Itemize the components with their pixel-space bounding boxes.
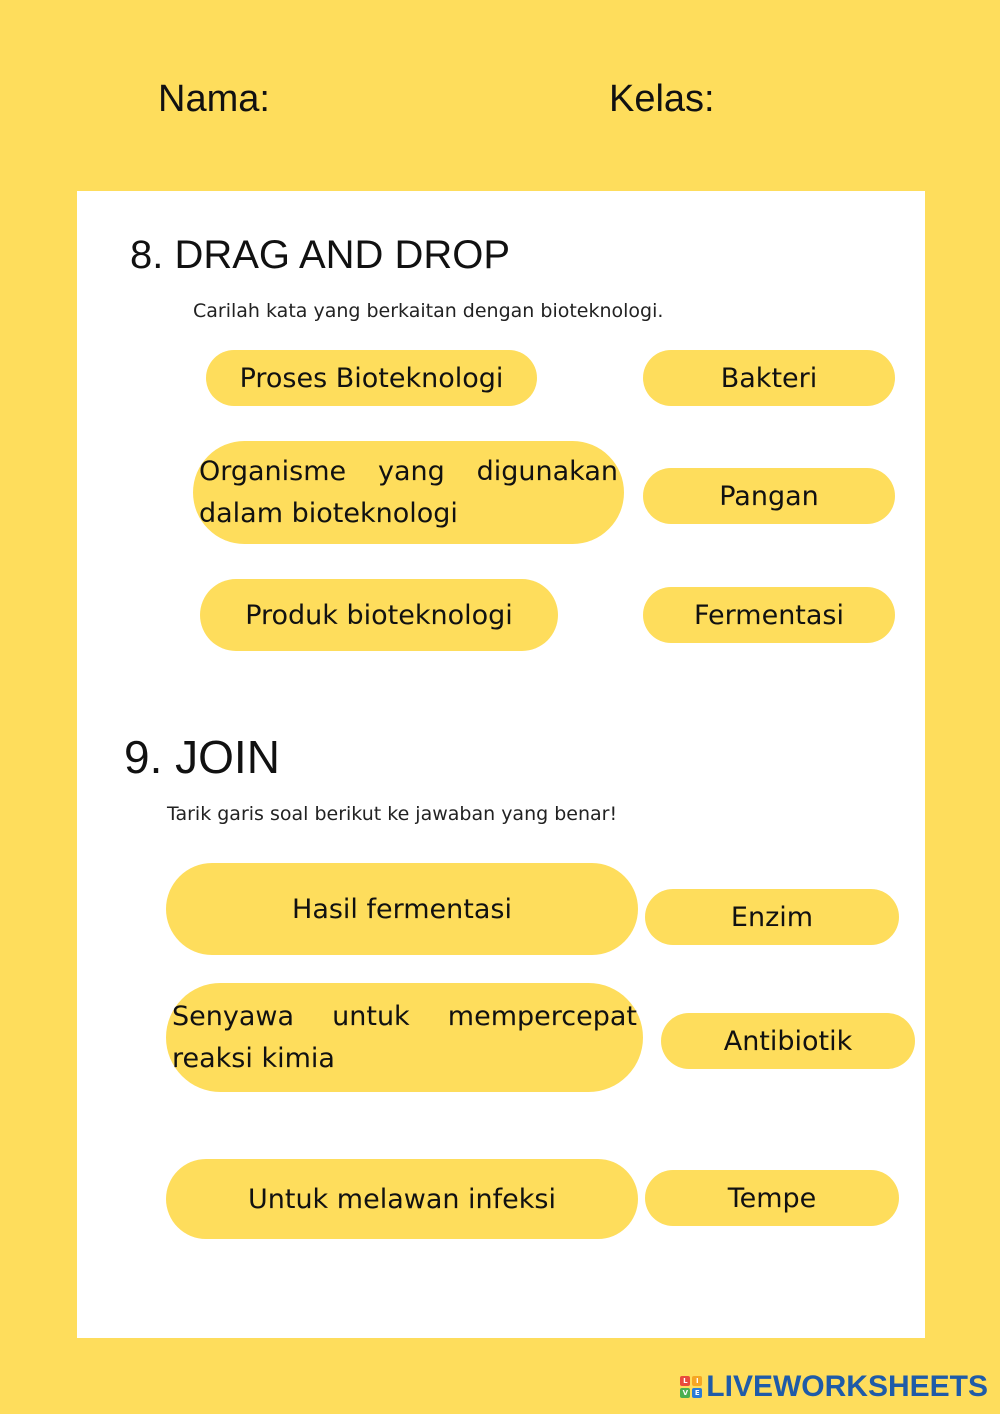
join-answer-tempe[interactable]: [645, 1170, 899, 1226]
join-answer-3-label: Tempe: [727, 1182, 817, 1214]
drag-answer-2-label: Pangan: [719, 480, 819, 512]
section-9-instruction: Tarik garis soal berikut ke jawaban yang benar!: [167, 803, 618, 825]
drag-question-3-label: Produk bioteknologi: [245, 599, 513, 631]
class-label: Kelas:: [609, 78, 715, 120]
join-question-1[interactable]: [166, 863, 638, 955]
section-9-title: 9. JOIN: [124, 731, 280, 783]
liveworksheets-logo: [680, 1370, 988, 1404]
join-answer-antibiotik[interactable]: [661, 1013, 915, 1069]
drag-answer-fermentasi[interactable]: [643, 587, 895, 643]
section-8-title: 8. DRAG AND DROP: [130, 233, 511, 277]
drag-answer-3-label: Fermentasi: [693, 599, 845, 631]
name-label: Nama:: [158, 78, 270, 120]
drag-answer-1-label: Bakteri: [720, 362, 818, 394]
section-8-instruction: Carilah kata yang berkaitan dengan bioteknologi.: [193, 300, 664, 322]
drag-question-3[interactable]: [200, 579, 558, 651]
drag-question-2[interactable]: [193, 441, 624, 544]
join-question-3-label: Untuk melawan infeksi: [247, 1183, 556, 1215]
join-question-2[interactable]: [166, 983, 643, 1092]
drag-question-2-label: Organisme yang digunakan dalam bioteknologi: [199, 455, 618, 529]
liveworksheets-brand: LIVEWORKSHEETS: [706, 1370, 988, 1403]
join-question-1-label: Hasil fermentasi: [292, 893, 512, 925]
drag-question-1[interactable]: [206, 350, 537, 406]
join-answer-2-label: Antibiotik: [723, 1025, 853, 1057]
join-answer-enzim[interactable]: [645, 889, 899, 945]
drag-question-1-label: Proses Bioteknologi: [239, 362, 504, 394]
drag-answer-bakteri[interactable]: [643, 350, 895, 406]
liveworksheets-logo-icon: L I V E: [680, 1376, 702, 1398]
join-answer-1-label: Enzim: [730, 901, 814, 933]
drag-answer-pangan[interactable]: [643, 468, 895, 524]
join-question-2-label: Senyawa untuk mempercepat reaksi kimia: [172, 1000, 637, 1074]
join-question-3[interactable]: [166, 1159, 638, 1239]
